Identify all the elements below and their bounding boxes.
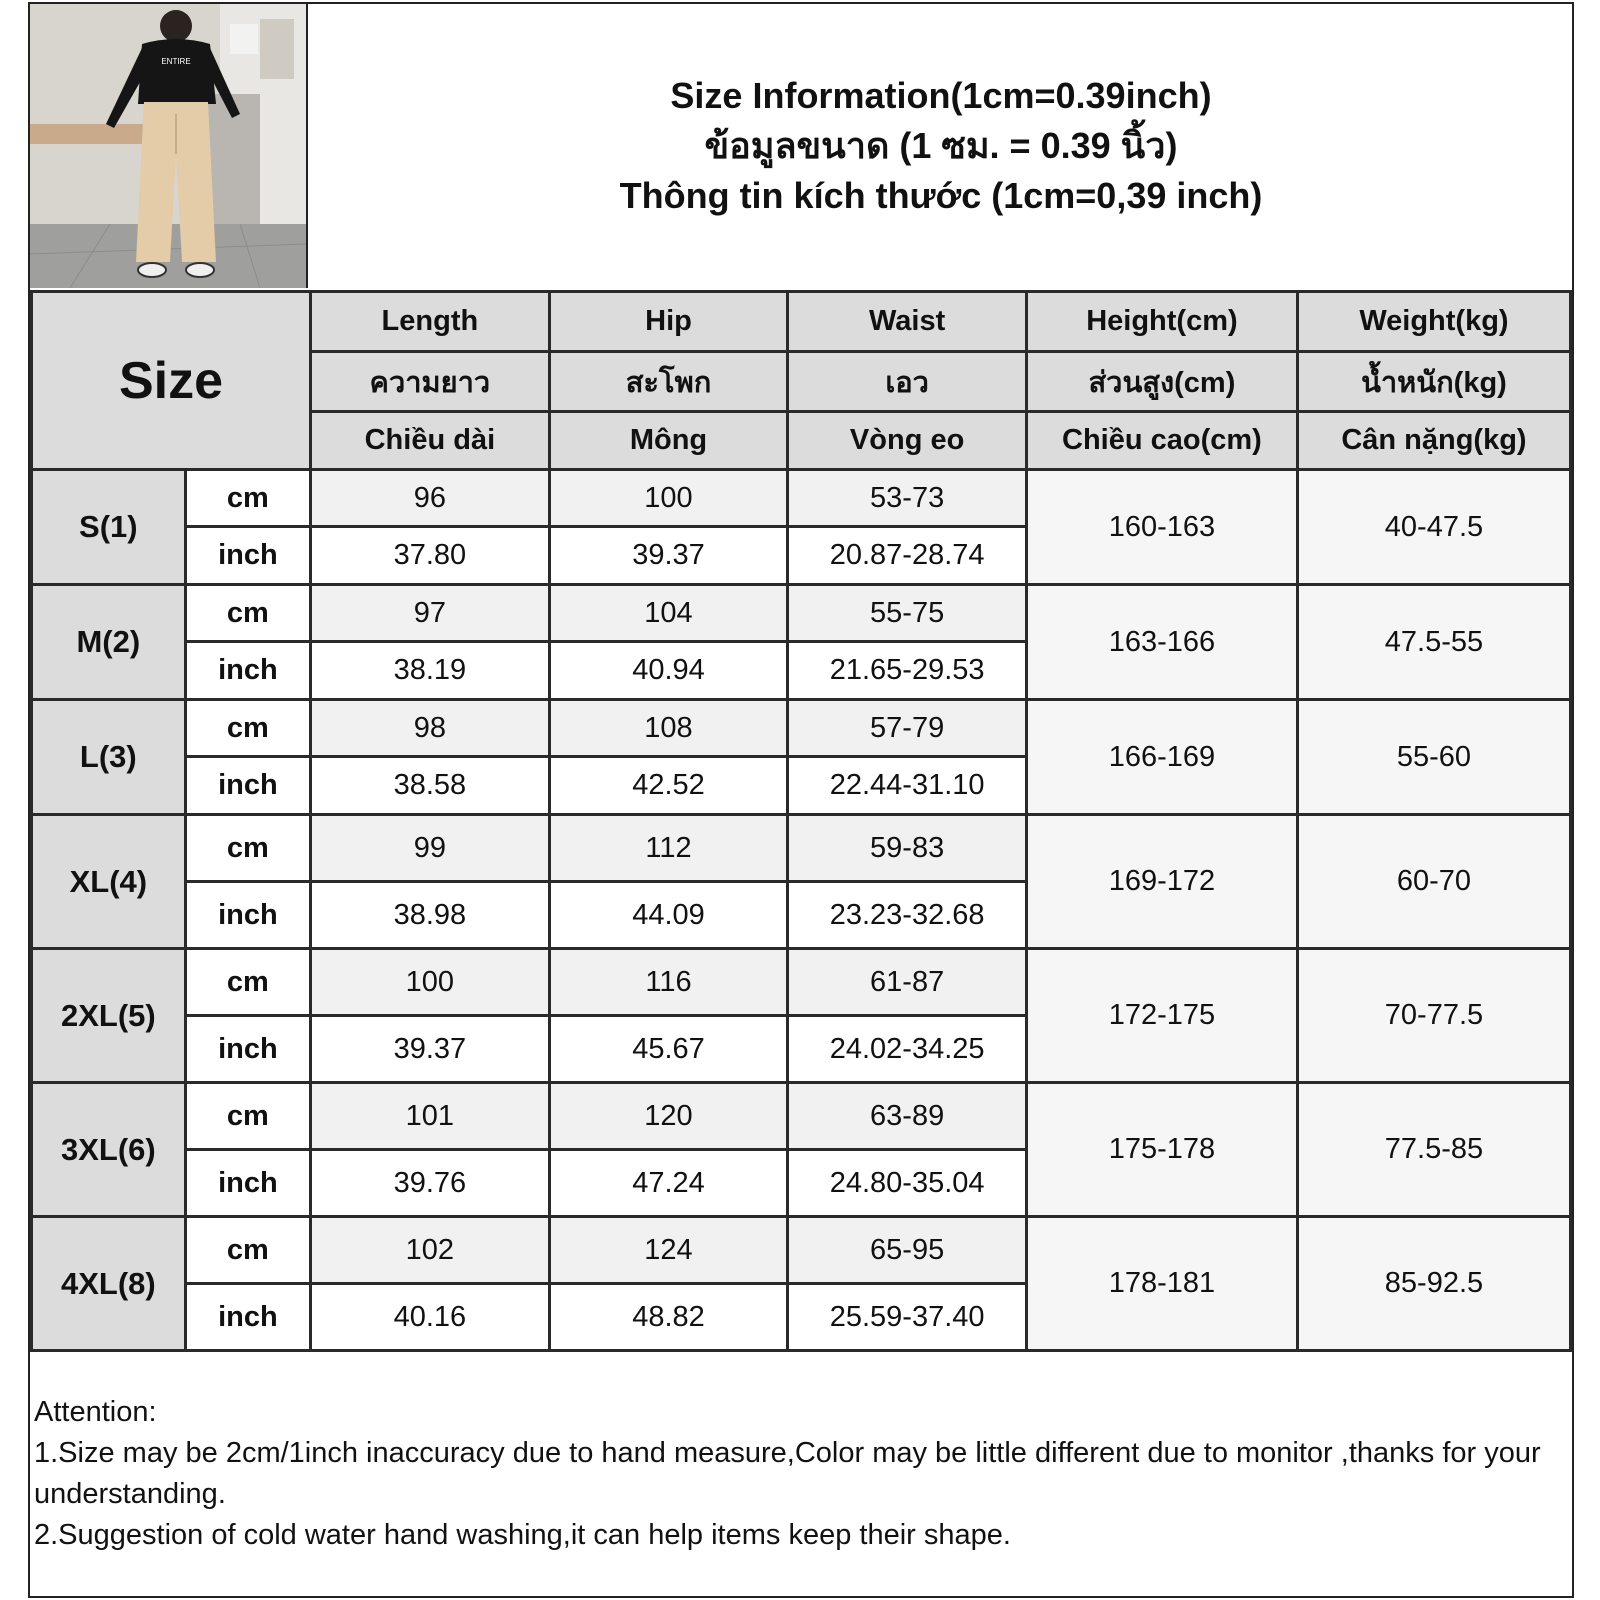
weight-range-cell: 40-47.5	[1297, 470, 1570, 585]
waist-inch-cell: 22.44-31.10	[788, 757, 1027, 815]
length-cm-cell: 97	[311, 585, 550, 642]
waist-inch-cell: 25.59-37.40	[788, 1284, 1027, 1351]
length-inch-cell: 38.98	[311, 882, 550, 949]
unit-inch-label: inch	[185, 527, 310, 585]
size-label-3xl6: 3XL(6)	[32, 1083, 186, 1217]
table-row	[32, 1083, 1571, 1150]
waist-inch-cell: 24.80-35.04	[788, 1150, 1027, 1217]
size-label-l3: L(3)	[32, 700, 186, 815]
header-row-english	[32, 292, 1571, 352]
weight-range-cell: 77.5-85	[1297, 1083, 1570, 1217]
table-row	[32, 815, 1571, 882]
header-height-th: ส่วนสูง(cm)	[1026, 352, 1297, 412]
height-range-cell: 160-163	[1026, 470, 1297, 585]
size-label-m2: M(2)	[32, 585, 186, 700]
unit-inch-label: inch	[185, 1150, 310, 1217]
unit-cm-label: cm	[185, 815, 310, 882]
title-block	[310, 4, 1572, 288]
header-waist-th: เอว	[788, 352, 1027, 412]
attention-notes	[34, 1392, 1564, 1556]
weight-range-cell: 47.5-55	[1297, 585, 1570, 700]
height-range-cell: 169-172	[1026, 815, 1297, 949]
unit-inch-label: inch	[185, 1284, 310, 1351]
length-inch-cell: 38.19	[311, 642, 550, 700]
hip-cm-cell: 100	[549, 470, 788, 527]
product-photo	[30, 4, 308, 288]
length-inch-cell: 39.76	[311, 1150, 550, 1217]
unit-inch-label: inch	[185, 642, 310, 700]
waist-cm-cell: 63-89	[788, 1083, 1027, 1150]
waist-inch-cell: 21.65-29.53	[788, 642, 1027, 700]
hip-inch-cell: 45.67	[549, 1016, 788, 1083]
unit-cm-label: cm	[185, 470, 310, 527]
length-cm-cell: 101	[311, 1083, 550, 1150]
length-inch-cell: 38.58	[311, 757, 550, 815]
table-row	[32, 470, 1571, 527]
attention-note-1: 1.Size may be 2cm/1inch inaccuracy due to hand measure,Color may be little different due to monitor ,thanks for your understanding.	[34, 1437, 1541, 1510]
hip-cm-cell: 104	[549, 585, 788, 642]
table-row	[32, 700, 1571, 757]
header-length-en: Length	[311, 292, 550, 352]
table-row	[32, 949, 1571, 1016]
unit-cm-label: cm	[185, 1217, 310, 1284]
table-row	[32, 1217, 1571, 1284]
unit-cm-label: cm	[185, 700, 310, 757]
model-image	[30, 4, 306, 288]
hip-inch-cell: 47.24	[549, 1150, 788, 1217]
hip-inch-cell: 48.82	[549, 1284, 788, 1351]
hip-cm-cell: 112	[549, 815, 788, 882]
waist-inch-cell: 24.02-34.25	[788, 1016, 1027, 1083]
waist-cm-cell: 61-87	[788, 949, 1027, 1016]
height-range-cell: 178-181	[1026, 1217, 1297, 1351]
unit-cm-label: cm	[185, 949, 310, 1016]
length-cm-cell: 100	[311, 949, 550, 1016]
size-header: Size	[32, 292, 311, 470]
attention-heading: Attention:	[34, 1396, 157, 1428]
hip-inch-cell: 39.37	[549, 527, 788, 585]
unit-cm-label: cm	[185, 1083, 310, 1150]
hip-cm-cell: 124	[549, 1217, 788, 1284]
unit-inch-label: inch	[185, 882, 310, 949]
length-cm-cell: 102	[311, 1217, 550, 1284]
weight-range-cell: 85-92.5	[1297, 1217, 1570, 1351]
header-height-en: Height(cm)	[1026, 292, 1297, 352]
size-label-xl4: XL(4)	[32, 815, 186, 949]
height-range-cell: 166-169	[1026, 700, 1297, 815]
height-range-cell: 163-166	[1026, 585, 1297, 700]
hip-cm-cell: 108	[549, 700, 788, 757]
waist-inch-cell: 20.87-28.74	[788, 527, 1027, 585]
length-cm-cell: 99	[311, 815, 550, 882]
waist-cm-cell: 55-75	[788, 585, 1027, 642]
waist-inch-cell: 23.23-32.68	[788, 882, 1027, 949]
waist-cm-cell: 59-83	[788, 815, 1027, 882]
title-vietnamese: Thông tin kích thước (1cm=0,39 inch)	[619, 175, 1263, 216]
header-hip-vi: Mông	[549, 412, 788, 470]
waist-cm-cell: 53-73	[788, 470, 1027, 527]
size-label-s1: S(1)	[32, 470, 186, 585]
weight-range-cell: 55-60	[1297, 700, 1570, 815]
header-weight-th: น้ำหนัก(kg)	[1297, 352, 1570, 412]
header-waist-vi: Vòng eo	[788, 412, 1027, 470]
title-english: Size Information(1cm=0.39inch)	[670, 75, 1212, 116]
waist-cm-cell: 57-79	[788, 700, 1027, 757]
header-weight-en: Weight(kg)	[1297, 292, 1570, 352]
title-thai: ข้อมูลขนาด (1 ซม. = 0.39 นิ้ว)	[704, 125, 1178, 166]
length-inch-cell: 37.80	[311, 527, 550, 585]
length-cm-cell: 96	[311, 470, 550, 527]
table-row	[32, 585, 1571, 642]
length-cm-cell: 98	[311, 700, 550, 757]
hip-inch-cell: 44.09	[549, 882, 788, 949]
header-weight-vi: Cân nặng(kg)	[1297, 412, 1570, 470]
attention-note-2: 2.Suggestion of cold water hand washing,it can help items keep their shape.	[34, 1519, 1011, 1551]
hip-cm-cell: 120	[549, 1083, 788, 1150]
hip-inch-cell: 42.52	[549, 757, 788, 815]
weight-range-cell: 70-77.5	[1297, 949, 1570, 1083]
height-range-cell: 175-178	[1026, 1083, 1297, 1217]
size-label-4xl8: 4XL(8)	[32, 1217, 186, 1351]
waist-cm-cell: 65-95	[788, 1217, 1027, 1284]
header-hip-en: Hip	[549, 292, 788, 352]
header-waist-en: Waist	[788, 292, 1027, 352]
length-inch-cell: 40.16	[311, 1284, 550, 1351]
height-range-cell: 172-175	[1026, 949, 1297, 1083]
unit-cm-label: cm	[185, 585, 310, 642]
size-table	[30, 290, 1572, 1352]
size-label-2xl5: 2XL(5)	[32, 949, 186, 1083]
unit-inch-label: inch	[185, 1016, 310, 1083]
unit-inch-label: inch	[185, 757, 310, 815]
length-inch-cell: 39.37	[311, 1016, 550, 1083]
hip-cm-cell: 116	[549, 949, 788, 1016]
header-length-th: ความยาว	[311, 352, 550, 412]
hip-inch-cell: 40.94	[549, 642, 788, 700]
weight-range-cell: 60-70	[1297, 815, 1570, 949]
shirt-print-text: ENTIRE	[161, 57, 191, 66]
header-length-vi: Chiều dài	[311, 412, 550, 470]
header-hip-th: สะโพก	[549, 352, 788, 412]
header-height-vi: Chiều cao(cm)	[1026, 412, 1297, 470]
